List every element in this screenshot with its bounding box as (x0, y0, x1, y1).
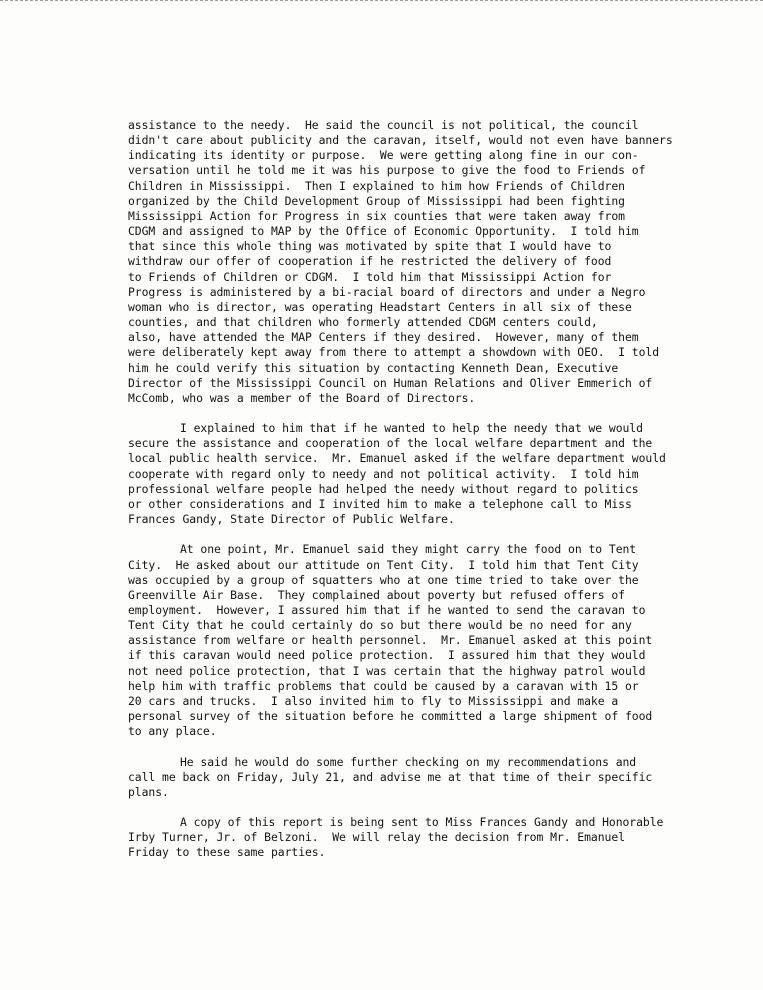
text-line: personal survey of the situation before he committed a large shipment of food (128, 709, 653, 724)
text-line: counties, and that children who formerly attended CDGM centers could, (128, 315, 598, 330)
text-line: Children in Mississippi. Then I explained to him how Friends of Children (128, 178, 625, 193)
text-line: A copy of this report is being sent to Miss Frances Gandy and Honorable (180, 815, 664, 830)
text-line: plans. (128, 784, 169, 799)
text-line: CDGM and assigned to MAP by the Office of Economic Opportunity. I told him (128, 224, 639, 239)
text-line: to any place. (128, 724, 217, 739)
text-line: Tent City that he could certainly do so but there would be no need for any (128, 618, 632, 633)
page-top-edge (0, 0, 763, 7)
text-line: Director of the Mississippi Council on Human Relations and Oliver Emmerich of (128, 375, 653, 390)
text-line: not need police protection, that I was certain that the highway patrol would (128, 663, 646, 678)
text-line: him he could verify this situation by contacting Kenneth Dean, Executive (128, 360, 619, 375)
text-line: that since this whole thing was motivated by spite that I would have to (128, 239, 612, 254)
paragraph (128, 421, 740, 527)
text-line: or other considerations and I invited him to make a telephone call to Miss (128, 496, 632, 511)
text-line: cooperate with regard only to needy and not political activity. I told him (128, 466, 639, 481)
text-line: help him with traffic problems that could be caused by a caravan with 15 or (128, 678, 639, 693)
text-line: Frances Gandy, State Director of Public Welfare. (128, 512, 455, 527)
text-line: didn't care about publicity and the caravan, itself, would not even have banners (128, 133, 673, 148)
paragraph (128, 755, 740, 800)
text-line: At one point, Mr. Emanuel said they might carry the food on to Tent (180, 542, 637, 557)
text-line: employment. However, I assured him that if he wanted to send the caravan to (128, 602, 646, 617)
text-line: professional welfare people had helped the needy without regard to politics (128, 481, 639, 496)
text-line: secure the assistance and cooperation of the local welfare department and the (128, 436, 653, 451)
text-line: call me back on Friday, July 21, and advise me at that time of their specific (128, 769, 653, 784)
text-line: withdraw our offer of cooperation if he restricted the delivery of food (128, 254, 612, 269)
text-line: also, have attended the MAP Centers if they desired. However, many of them (128, 330, 639, 345)
text-line: assistance from welfare or health personnel. Mr. Emanuel asked at this point (128, 633, 653, 648)
text-line: to Friends of Children or CDGM. I told him that Mississippi Action for (128, 269, 612, 284)
text-line: if this caravan would need police protection. I assured him that they would (128, 648, 646, 663)
text-line: versation until he told me it was his purpose to give the food to Friends of (128, 163, 646, 178)
document-body (128, 118, 740, 876)
text-line: Irby Turner, Jr. of Belzoni. We will relay the decision from Mr. Emanuel (128, 830, 625, 845)
text-line: McComb, who was a member of the Board of Directors. (128, 390, 476, 405)
text-line: local public health service. Mr. Emanuel asked if the welfare department would (128, 451, 666, 466)
paragraph (128, 118, 740, 406)
text-line: City. He asked about our attitude on Tent City. I told him that Tent City (128, 557, 639, 572)
text-line: Friday to these same parties. (128, 845, 326, 860)
text-line: 20 cars and trucks. I also invited him to fly to Mississippi and make a (128, 693, 619, 708)
text-line: indicating its identity or purpose. We were getting along fine in our con- (128, 148, 639, 163)
text-line: woman who is director, was operating Headstart Centers in all six of these (128, 299, 632, 314)
text-line: organized by the Child Development Group of Mississippi had been fighting (128, 193, 625, 208)
text-line: He said he would do some further checking on my recommendations and (180, 754, 637, 769)
text-line: Mississippi Action for Progress in six counties that were taken away from (128, 208, 625, 223)
text-line: I explained to him that if he wanted to help the needy that we would (180, 421, 643, 436)
text-line: were deliberately kept away from there to attempt a showdown with OEO. I told (128, 345, 660, 360)
paragraph (128, 815, 740, 860)
text-line: Progress is administered by a bi-racial board of directors and under a Negro (128, 284, 646, 299)
text-line: assistance to the needy. He said the council is not political, the council (128, 118, 639, 132)
text-line: Greenville Air Base. They complained about poverty but refused offers of (128, 587, 625, 602)
paragraph (128, 542, 740, 739)
text-line: was occupied by a group of squatters who at one time tried to take over the (128, 572, 639, 587)
